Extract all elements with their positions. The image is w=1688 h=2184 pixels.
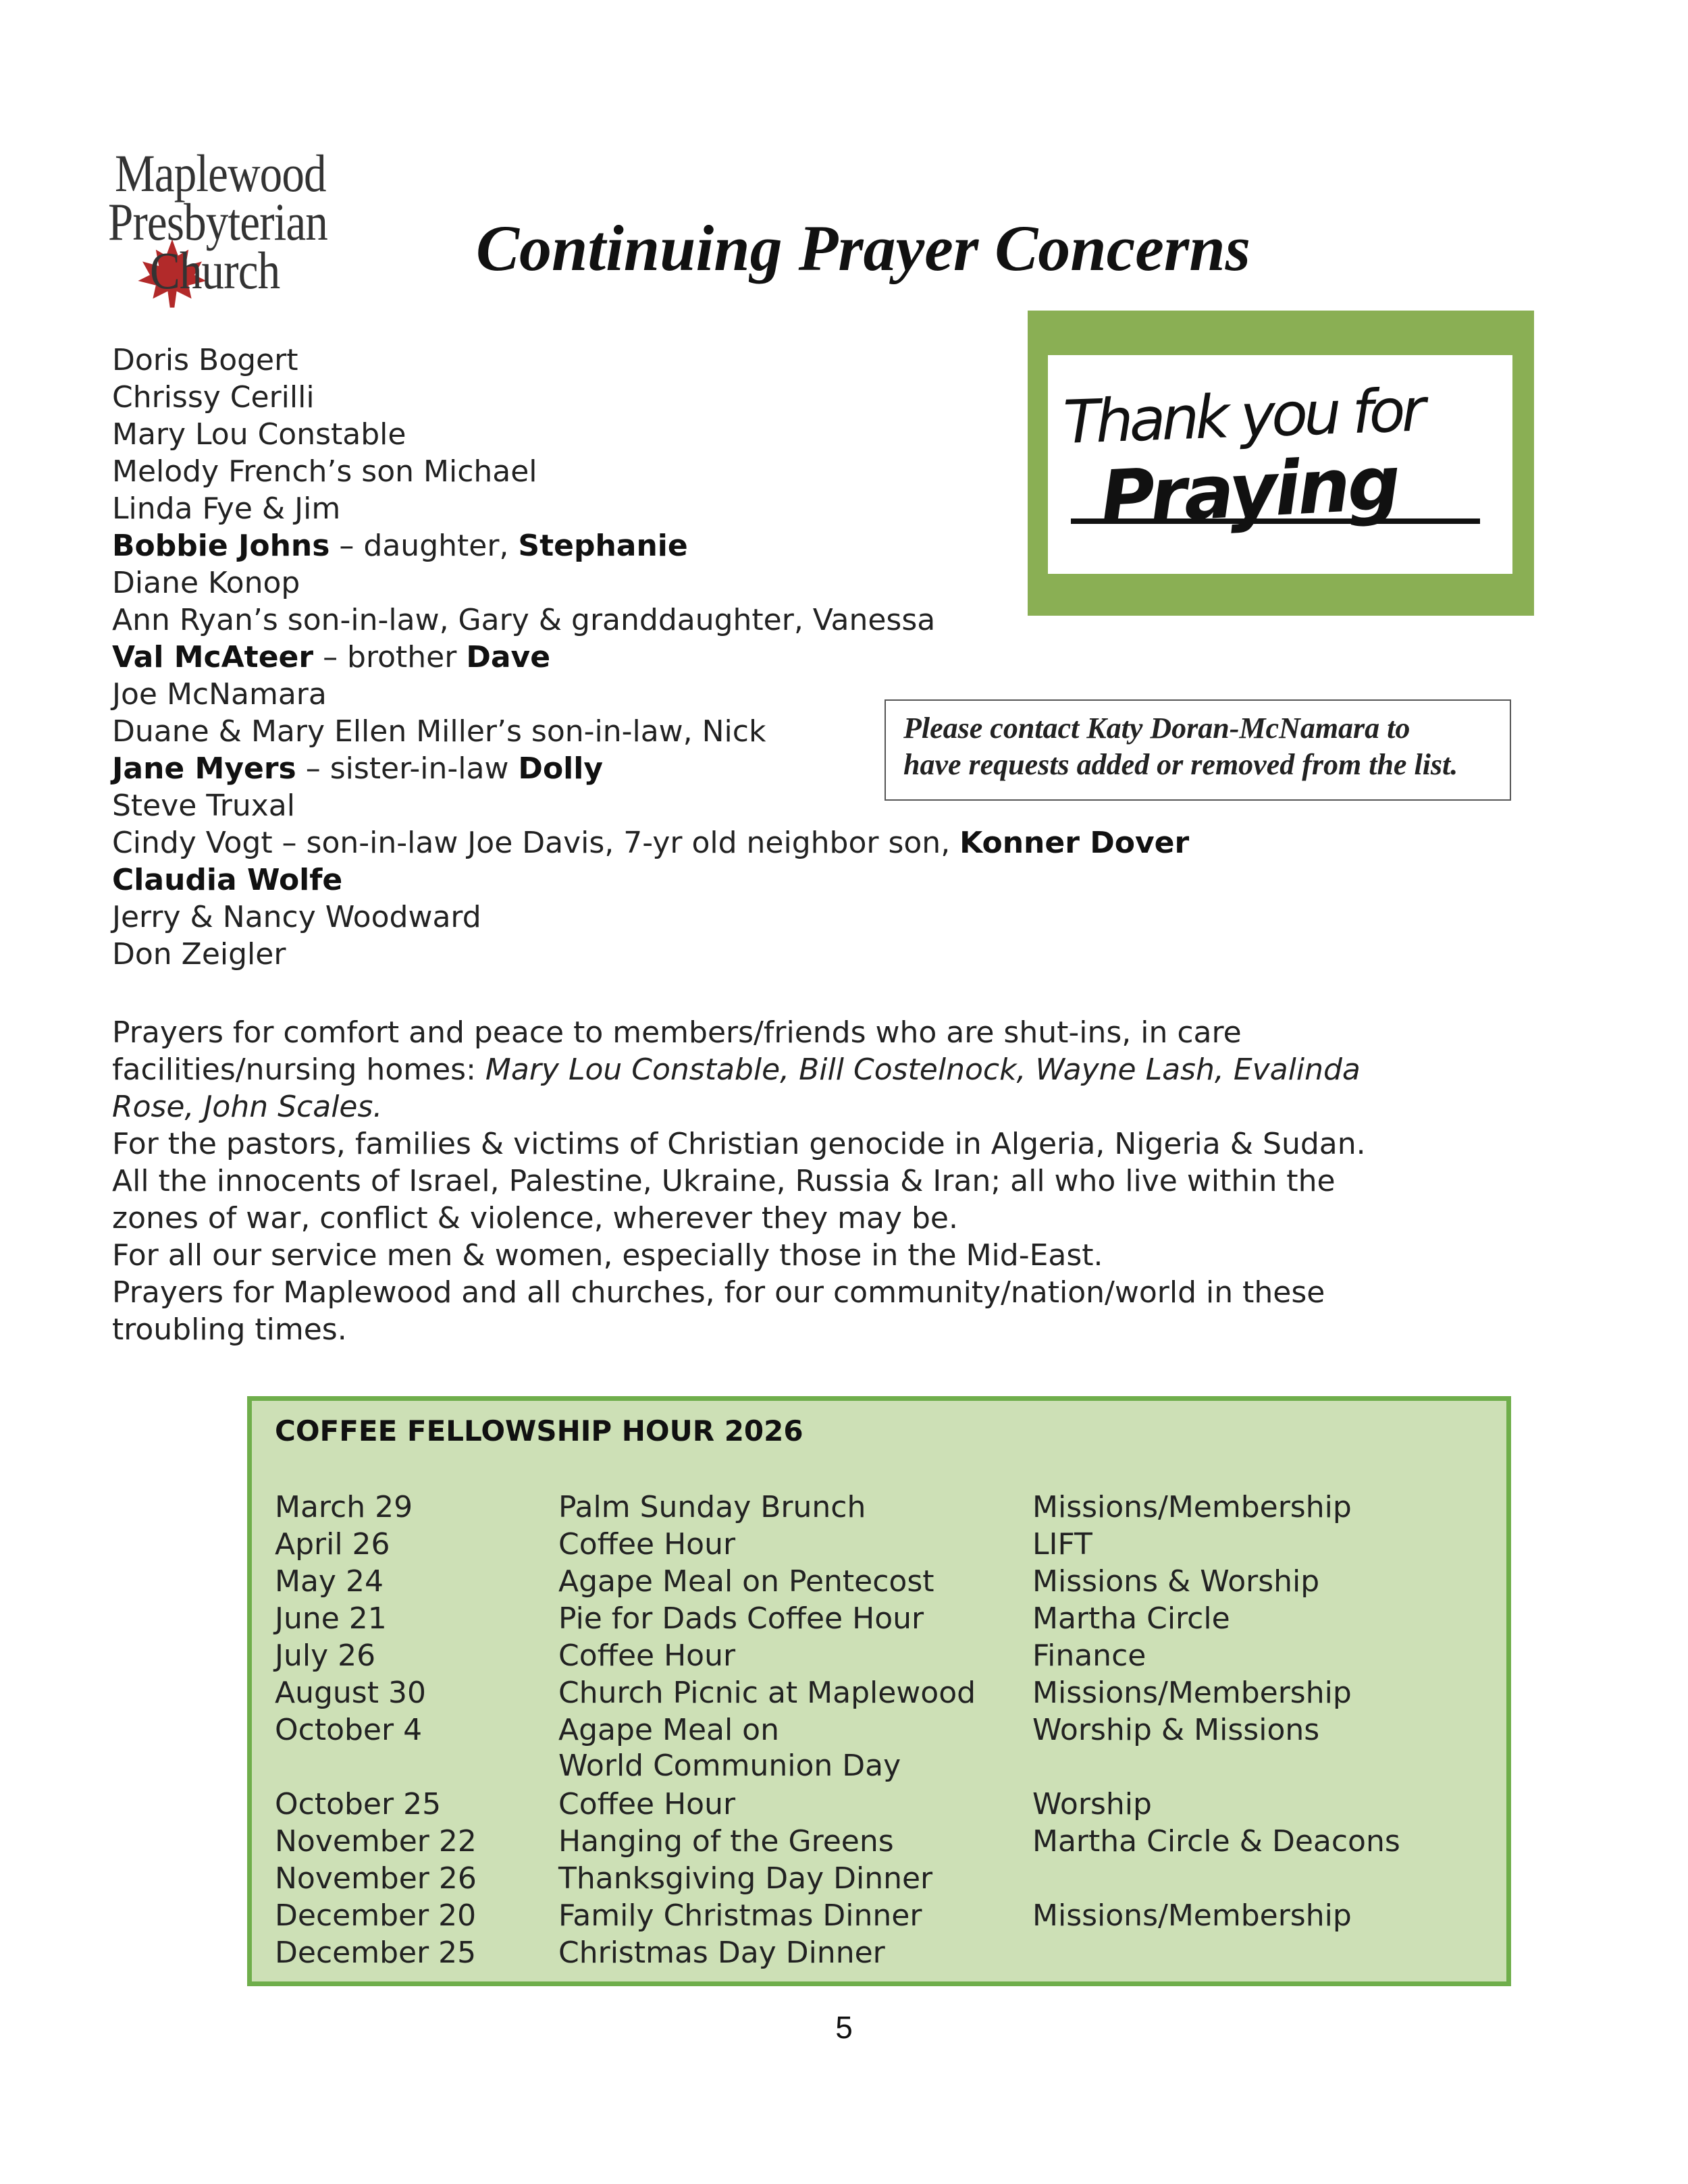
list-item bbox=[112, 490, 1557, 527]
paragraph-line bbox=[112, 1163, 1577, 1200]
paragraph-text: zones of war, conflict & violence, wherever they may be. bbox=[112, 1201, 958, 1235]
paragraph-text: Prayers for comfort and peace to members/friends who are shut-ins, in care bbox=[112, 1015, 1242, 1050]
coffee-fellowship-schedule bbox=[247, 1396, 1511, 1986]
paragraph-line bbox=[112, 1125, 1577, 1163]
schedule-date: October 25 bbox=[275, 1787, 442, 1821]
list-item bbox=[112, 453, 1557, 490]
schedule-host: Martha Circle & Deacons bbox=[1032, 1824, 1400, 1859]
schedule-event: Hanging of the Greens bbox=[558, 1824, 894, 1859]
list-item bbox=[112, 416, 1557, 453]
list-item-bold-name: Stephanie bbox=[518, 529, 688, 563]
schedule-date: July 26 bbox=[275, 1639, 376, 1673]
list-item-bold-name: Dave bbox=[466, 640, 551, 674]
schedule-event: Family Christmas Dinner bbox=[558, 1898, 922, 1933]
shutins-names: Rose, John Scales. bbox=[112, 1090, 383, 1124]
paragraph-line bbox=[112, 1088, 1577, 1125]
paragraph-text: All the innocents of Israel, Palestine, Ukraine, Russia & Iran; all who live within the bbox=[112, 1164, 1336, 1198]
schedule-event: Agape Meal on bbox=[558, 1713, 779, 1747]
paragraph-line bbox=[112, 1014, 1577, 1051]
list-item-text: Joe McNamara bbox=[112, 677, 327, 712]
schedule-event: Church Picnic at Maplewood bbox=[558, 1676, 976, 1710]
list-item-bold-name: Claudia Wolfe bbox=[112, 863, 343, 897]
prayers-paragraph bbox=[112, 1014, 1577, 1348]
list-item-bold-name: Bobbie Johns bbox=[112, 529, 330, 563]
list-item-bold-name: Dolly bbox=[518, 751, 604, 786]
schedule-host: Martha Circle bbox=[1032, 1601, 1230, 1636]
list-item bbox=[112, 342, 1557, 379]
list-item bbox=[112, 713, 1557, 750]
logo-line-2: Presbyterian bbox=[108, 192, 327, 251]
schedule-host: Finance bbox=[1032, 1639, 1146, 1673]
schedule-event: Agape Meal on Pentecost bbox=[558, 1564, 934, 1599]
list-item bbox=[112, 602, 1557, 639]
schedule-host: Missions/Membership bbox=[1032, 1898, 1352, 1933]
paragraph-text: Prayers for Maplewood and all churches, for our community/nation/world in these bbox=[112, 1275, 1325, 1310]
list-item-text: Cindy Vogt – son-in-law Joe Davis, 7-yr old neighbor son, bbox=[112, 826, 960, 860]
list-item-text: Jerry & Nancy Woodward bbox=[112, 900, 481, 934]
paragraph-line bbox=[112, 1311, 1577, 1348]
list-item-text: Melody French’s son Michael bbox=[112, 454, 537, 489]
paragraph-line bbox=[112, 1051, 1577, 1088]
list-item bbox=[112, 899, 1557, 936]
list-item-text: Steve Truxal bbox=[112, 789, 295, 823]
schedule-date: March 29 bbox=[275, 1490, 413, 1524]
paragraph-text: facilities/nursing homes: bbox=[112, 1053, 485, 1087]
page-title: Continuing Prayer Concerns bbox=[476, 212, 1250, 284]
schedule-date: April 26 bbox=[275, 1527, 390, 1562]
list-item bbox=[112, 527, 1557, 564]
list-item-bold-name: Konner Dover bbox=[959, 826, 1190, 860]
schedule-date: October 4 bbox=[275, 1713, 423, 1747]
schedule-title: COFFEE FELLOWSHIP HOUR 2026 bbox=[275, 1414, 803, 1447]
list-item-text: – sister-in-law bbox=[296, 751, 519, 786]
schedule-event: World Communion Day bbox=[558, 1749, 901, 1783]
list-item-text: Linda Fye & Jim bbox=[112, 491, 341, 526]
list-item-text: – daughter, bbox=[329, 529, 519, 563]
schedule-date: November 26 bbox=[275, 1861, 477, 1896]
paragraph-text: troubling times. bbox=[112, 1312, 347, 1347]
list-item bbox=[112, 824, 1557, 861]
paragraph-text: For the pastors, families & victims of Christian genocide in Algeria, Nigeria & Sudan. bbox=[112, 1127, 1366, 1161]
list-item-text: Chrissy Cerilli bbox=[112, 380, 315, 415]
list-item-text: – brother bbox=[313, 640, 467, 674]
schedule-host: Worship & Missions bbox=[1032, 1713, 1320, 1747]
schedule-date: December 25 bbox=[275, 1936, 477, 1970]
list-item bbox=[112, 676, 1557, 713]
schedule-date: November 22 bbox=[275, 1824, 477, 1859]
logo-line-1: Maplewood bbox=[115, 144, 326, 203]
list-item-text: Don Zeigler bbox=[112, 937, 286, 971]
prayer-list bbox=[112, 342, 1557, 973]
list-item bbox=[112, 750, 1557, 787]
list-item-text: Mary Lou Constable bbox=[112, 417, 406, 452]
schedule-date: June 21 bbox=[275, 1601, 387, 1636]
paragraph-line bbox=[112, 1274, 1577, 1311]
list-item bbox=[112, 861, 1557, 899]
thank-you-line-1: Thank you for bbox=[1062, 375, 1423, 457]
list-item-text: Diane Konop bbox=[112, 566, 300, 600]
list-item-bold-name: Val McAteer bbox=[112, 640, 314, 674]
thank-you-line-2: Praying bbox=[1098, 440, 1400, 541]
schedule-event: Thanksgiving Day Dinner bbox=[558, 1861, 933, 1896]
shutins-names: Mary Lou Constable, Bill Costelnock, Wayne Lash, Evalinda bbox=[485, 1053, 1361, 1087]
list-item-bold-name: Jane Myers bbox=[112, 751, 296, 786]
schedule-host: Missions & Worship bbox=[1032, 1564, 1320, 1599]
list-item bbox=[112, 936, 1557, 973]
logo-line-3: Church bbox=[150, 241, 280, 300]
schedule-date: May 24 bbox=[275, 1564, 384, 1599]
paragraph-line bbox=[112, 1237, 1577, 1274]
contact-note-line-2: have requests added or removed from the list. bbox=[903, 748, 1458, 781]
list-item bbox=[112, 639, 1557, 676]
schedule-date: December 20 bbox=[275, 1898, 477, 1933]
schedule-event: Coffee Hour bbox=[558, 1787, 736, 1821]
schedule-host: Missions/Membership bbox=[1032, 1490, 1352, 1524]
paragraph-text: For all our service men & women, especially those in the Mid-East. bbox=[112, 1238, 1103, 1273]
list-item-text: Duane & Mary Ellen Miller’s son-in-law, Nick bbox=[112, 714, 766, 749]
list-item-text: Doris Bogert bbox=[112, 343, 298, 377]
list-item bbox=[112, 379, 1557, 416]
contact-note-line-1: Please contact Katy Doran-McNamara to bbox=[903, 712, 1410, 745]
schedule-event: Palm Sunday Brunch bbox=[558, 1490, 866, 1524]
list-item-text: Ann Ryan’s son-in-law, Gary & granddaughter, Vanessa bbox=[112, 603, 936, 637]
schedule-event: Pie for Dads Coffee Hour bbox=[558, 1601, 924, 1636]
church-logo bbox=[108, 144, 365, 307]
paragraph-line bbox=[112, 1200, 1577, 1237]
schedule-host: LIFT bbox=[1032, 1527, 1092, 1562]
page-number: 5 bbox=[835, 2010, 853, 2045]
list-item bbox=[112, 787, 1557, 824]
schedule-host: Worship bbox=[1032, 1787, 1152, 1821]
schedule-event: Christmas Day Dinner bbox=[558, 1936, 885, 1970]
schedule-event: Coffee Hour bbox=[558, 1639, 736, 1673]
list-item bbox=[112, 564, 1557, 602]
schedule-event: Coffee Hour bbox=[558, 1527, 736, 1562]
schedule-date: August 30 bbox=[275, 1676, 426, 1710]
schedule-host: Missions/Membership bbox=[1032, 1676, 1352, 1710]
